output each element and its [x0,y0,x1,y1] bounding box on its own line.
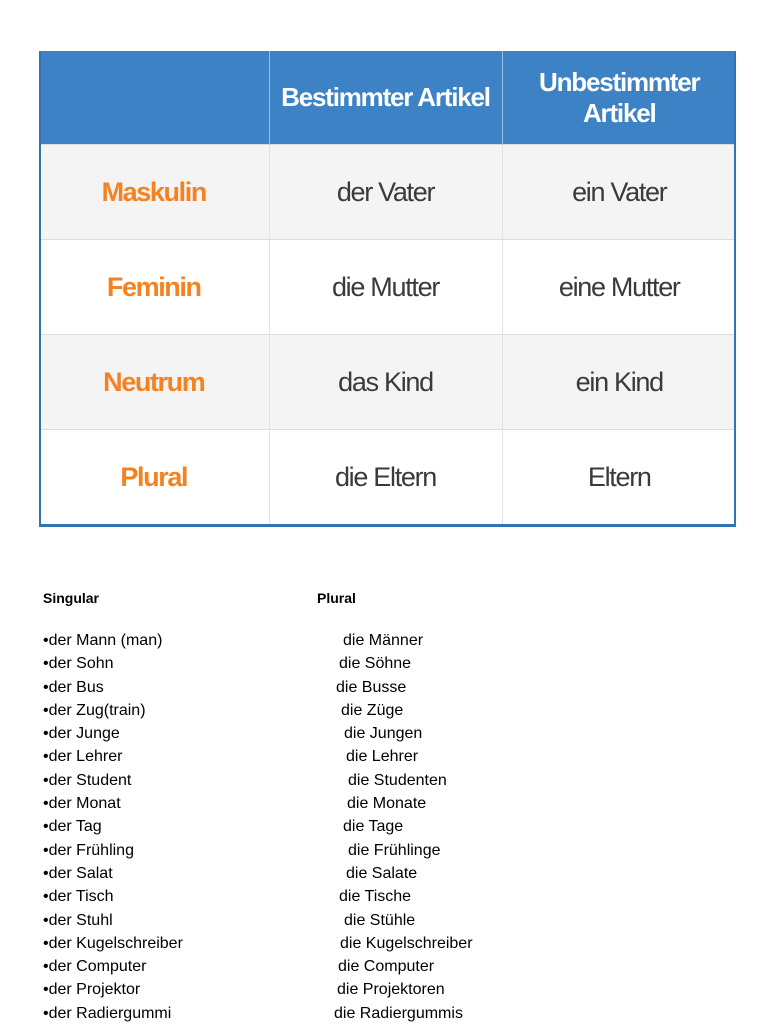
list-item: die Männer [343,632,424,649]
singular-list [43,629,183,1025]
list-item: •der Sohn [43,655,114,673]
list-item: die Busse [336,678,407,696]
list-item: •der Tisch [43,888,114,906]
indefinite-cell: Eltern [502,430,736,526]
header-definite-article: Bestimmter Artikel [269,51,502,145]
list-item: die Tage [343,818,404,836]
list-item: •der Frühling [43,841,134,859]
list-item: •der Kugelschreiber [43,934,183,952]
list-item: •der Radiergummi [43,1004,172,1022]
definite-cell: das Kind [269,335,502,430]
indefinite-cell: ein Vater [502,145,736,240]
table-row [39,240,736,335]
table-header-row [39,51,736,145]
list-item: •der Student [43,771,132,789]
gender-cell: Plural [39,430,269,526]
list-item: •der Zug(train) [43,701,146,719]
plural-heading: Plural [317,590,356,606]
list-item: die Projektoren [337,981,445,999]
articles-table [39,51,736,527]
list-item: •der Projektor [43,981,141,999]
table-row [39,145,736,240]
list-item: die Studenten [348,771,447,789]
gender-cell: Feminin [39,240,269,335]
list-item: die Züge [341,701,404,719]
gender-cell: Neutrum [39,335,269,430]
header-indefinite-article: Unbestimmter Artikel [502,51,736,145]
list-item: •der Lehrer [43,748,123,766]
list-item: die Jungen [344,725,423,743]
list-item: •der Computer [43,958,147,976]
indefinite-cell: eine Mutter [502,240,736,335]
list-item: die Söhne [339,655,412,673]
list-item: •der Monat [43,795,121,813]
indefinite-cell: ein Kind [502,335,736,430]
gender-cell: Maskulin [39,145,269,240]
table-row [39,335,736,430]
list-item: •der Mann (man) [43,632,163,649]
plural-list [334,629,473,1025]
list-item: die Computer [338,958,435,976]
list-item: die Tische [339,888,412,906]
list-item: die Stühle [344,911,416,929]
list-item: •der Tag [43,818,102,836]
header-empty-cell [39,51,269,145]
list-item: die Kugelschreiber [340,934,473,952]
list-item: •der Bus [43,678,104,696]
list-item: •der Stuhl [43,911,113,929]
singular-heading: Singular [43,590,100,606]
table-row [39,430,736,526]
list-item: •der Salat [43,864,113,882]
definite-cell: die Eltern [269,430,502,526]
list-item: die Radiergummis [334,1004,463,1022]
list-item: die Salate [346,864,418,882]
list-item: •der Junge [43,725,120,743]
list-item: die Frühlinge [348,841,441,859]
list-item: die Lehrer [346,748,419,766]
definite-cell: der Vater [269,145,502,240]
list-item: die Monate [347,795,427,813]
definite-cell: die Mutter [269,240,502,335]
